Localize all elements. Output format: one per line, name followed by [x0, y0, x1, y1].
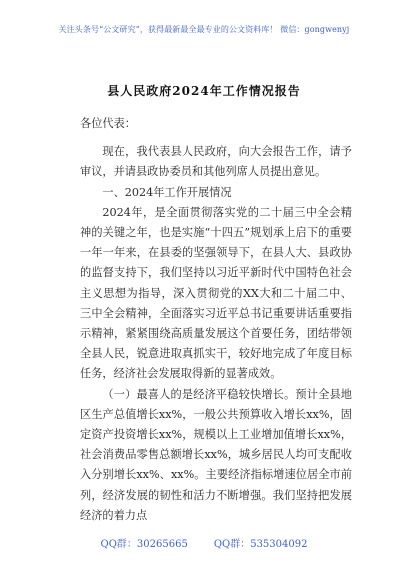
- paragraph-overview: 2024年，是全面贯彻落实党的二十届三中全会精神的关键之年，也是实施“十四五”规划承上启下的重要一年一年来，在县委的坚强领导下，在县人大、县政协的监督支持下，我们坚持以习近平新时代中国特色社会主义思想为指导，深入贯彻党的XX大和二十届二中、三中全会精神，全面落实习近平总书记重要讲话重要指示精神，紧紧围绕高质量发展这个首要任务，团结带领全县人民，锐意进取真抓实干，较好地完成了年度目标任务，经济社会发展取得新的显著成效。: [80, 205, 352, 381]
- paragraph-intro: 现在，我代表县人民政府，向大会报告工作，请予审议，并请县政协委员和其他列席人员提出意见。: [80, 145, 352, 179]
- section-heading: 一、2024年工作开展情况: [102, 185, 232, 199]
- greeting: 各位代表：: [80, 117, 136, 130]
- document-body: [80, 114, 352, 526]
- footer-qq-groups: [0, 535, 408, 550]
- qq-group-2: QQ群：535304092: [213, 539, 308, 550]
- paragraph-economy: （一）最喜人的是经济平稳较快增长。预计全县地区生产总值增长xx%，一般公共预算收入增长xx%，固定资产投资增长xx%，规模以上工业增加值增长xx%，社会消费品零售总额增长xx%，城乡居民人均可支配收入分别增长xx%、xx%。主要经济指标增速位居全市前列，经济发展的韧性和活力不断增强。我们坚持把发展经济的着力点: [80, 387, 352, 522]
- header-promo-note: 关注头条号“公文研究”，获得最新最全最专业的公文资料库！ 微信：gongwenyj: [58, 25, 350, 34]
- qq-group-1: QQ群：30265665: [100, 539, 188, 550]
- document-title: 县人民政府2024年工作情况报告: [107, 84, 301, 98]
